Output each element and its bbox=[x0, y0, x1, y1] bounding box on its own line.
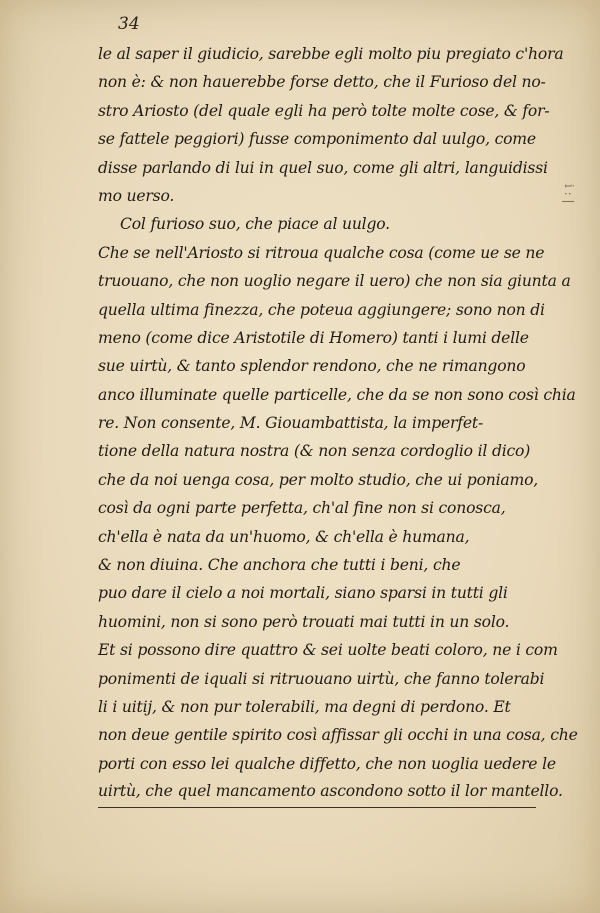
body-text bbox=[98, 40, 578, 808]
text-line: meno (come dice Aristotile di Homero) tanti i lumi delle bbox=[98, 328, 529, 347]
text-line: anco illuminate quelle particelle, che da se non sono così chia bbox=[98, 385, 576, 404]
text-line: ch'ella è nata da un'huomo, & ch'ella è humana, bbox=[98, 527, 470, 546]
text-line: truouano, che non uoglio negare il uero) che non sia giunta a bbox=[98, 272, 571, 291]
text-line: puo dare il cielo a noi mortali, siano sparsi in tutti gli bbox=[98, 584, 508, 603]
text-line: ponimenti de iquali si ritruouano uirtù, che fanno tolerabi bbox=[98, 669, 545, 688]
page-number: 34 bbox=[118, 14, 140, 34]
text-line: re. Non consente, M. Giouambattista, la imperfet- bbox=[98, 414, 484, 433]
text-line: Che se nell'Ariosto si ritroua qualche cosa (come ue se ne bbox=[98, 243, 545, 262]
text-line: che da noi uenga cosa, per molto studio, che ui poniamo, bbox=[98, 470, 539, 489]
text-line: non deue gentile spirito così affissar gli occhi in una cosa, che bbox=[98, 726, 578, 745]
text-line: tione della natura nostra (& non senza cordoglio il dico) bbox=[98, 442, 531, 461]
text-line: non è: & non hauerebbe forse detto, che il Furioso del no- bbox=[98, 73, 546, 92]
text-line: sue uirtù, & tanto splendor rendono, che ne rimangono bbox=[98, 357, 526, 376]
text-line: mo uerso. bbox=[98, 186, 175, 205]
text-line: così da ogni parte perfetta, ch'al fine non si conosca, bbox=[98, 499, 506, 518]
text-line: & non diuina. Che anchora che tutti i beni, che bbox=[98, 556, 461, 575]
text-line: quella ultima finezza, che poteua aggiungere; sono non di bbox=[98, 300, 545, 319]
text-line: li i uitij, & non pur tolerabili, ma degni di perdono. Et bbox=[98, 697, 511, 716]
text-line: se fattele peggiori) fusse componimento dal uulgo, come bbox=[98, 130, 536, 149]
text-line: Et si possono dire quattro & sei uolte beati coloro, ne i com bbox=[98, 641, 558, 660]
quoted-verse: Col furioso suo, che piace al uulgo. bbox=[120, 215, 390, 234]
text-line: disse parlando di lui in quel suo, come gli altri, languidissi bbox=[98, 158, 548, 177]
text-line: huomini, non si sono però trouati mai tutti in un solo. bbox=[98, 612, 510, 631]
text-line: stro Ariosto (del quale egli ha però tolte molte cose, & for- bbox=[98, 101, 550, 120]
text-line: uirtù, che quel mancamento ascondono sotto il lor mantello. bbox=[98, 778, 536, 807]
text-line: le al saper il giudicio, sarebbe egli molto piu pregiato c'hora bbox=[98, 45, 564, 63]
margin-mark: i : | bbox=[562, 184, 576, 204]
text-line: porti con esso lei qualche diffetto, che non uoglia uedere le bbox=[98, 754, 556, 773]
